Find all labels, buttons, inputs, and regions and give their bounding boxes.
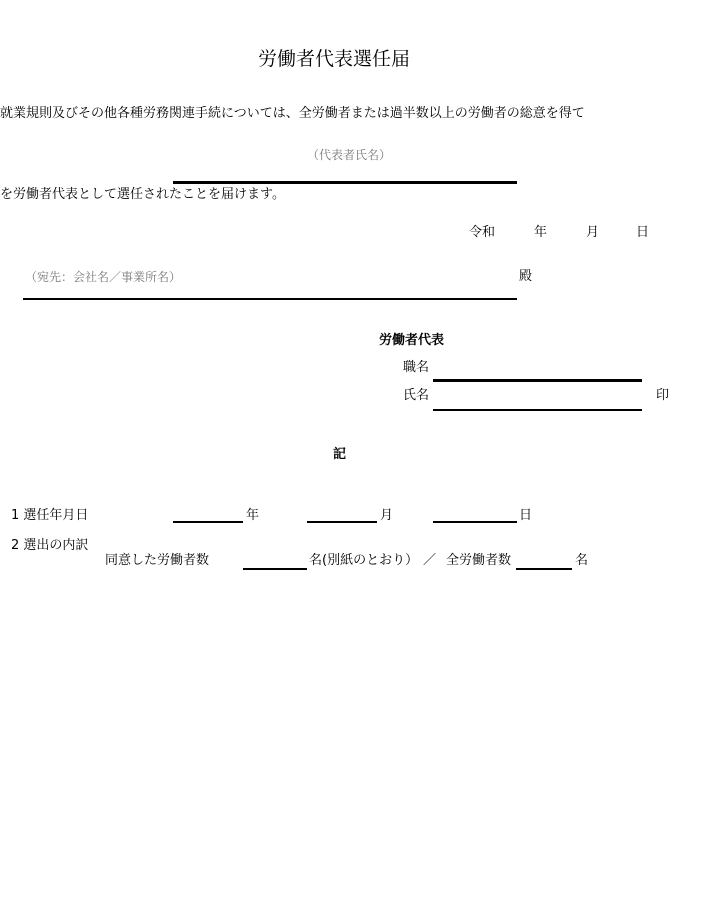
agreed-workers-unit: 名(別紙のとおり） (309, 553, 419, 568)
ki-heading: 記 (333, 447, 347, 462)
name-label: 氏名 (403, 388, 430, 403)
breakdown-label: 2 選出の内訳 (11, 538, 89, 553)
election-month-line[interactable] (307, 521, 377, 523)
total-workers-line[interactable] (516, 568, 572, 570)
agreed-workers-line[interactable] (243, 568, 307, 570)
seal-mark: 印 (656, 388, 670, 403)
separator: ／ (423, 553, 437, 568)
election-day-line[interactable] (433, 521, 517, 523)
honorific: 殿 (519, 269, 533, 284)
election-date-label: 1 選任年月日 (11, 508, 89, 523)
total-workers-unit: 名 (575, 553, 589, 568)
date-month-label: 月 (586, 225, 600, 240)
job-title-line[interactable] (433, 379, 642, 382)
signature-heading: 労働者代表 (379, 333, 445, 348)
addressee-placeholder: （宛先：会社名／事業所名） (25, 270, 182, 284)
date-day-label: 日 (636, 225, 650, 240)
name-line[interactable] (433, 409, 642, 411)
job-title-label: 職名 (403, 360, 430, 375)
representative-name-placeholder: （代表者氏名） (307, 148, 392, 162)
election-day-unit: 日 (519, 508, 533, 523)
total-workers-label: 全労働者数 (446, 553, 512, 568)
election-month-unit: 月 (380, 508, 394, 523)
notice-text: を労働者代表として選任されたことを届けます。 (0, 187, 285, 202)
date-year-label: 年 (534, 225, 548, 240)
date-era: 令和 (469, 225, 496, 240)
election-year-line[interactable] (173, 521, 243, 523)
election-year-unit: 年 (246, 508, 260, 523)
document-title: 労働者代表選任届 (258, 48, 411, 70)
intro-text: 就業規則及びその他各種労務関連手続については、全労働者または過半数以上の労働者の総意を得て (0, 106, 585, 121)
addressee-line[interactable] (23, 298, 517, 300)
representative-name-line[interactable] (173, 181, 517, 184)
agreed-workers-label: 同意した労働者数 (105, 553, 210, 568)
